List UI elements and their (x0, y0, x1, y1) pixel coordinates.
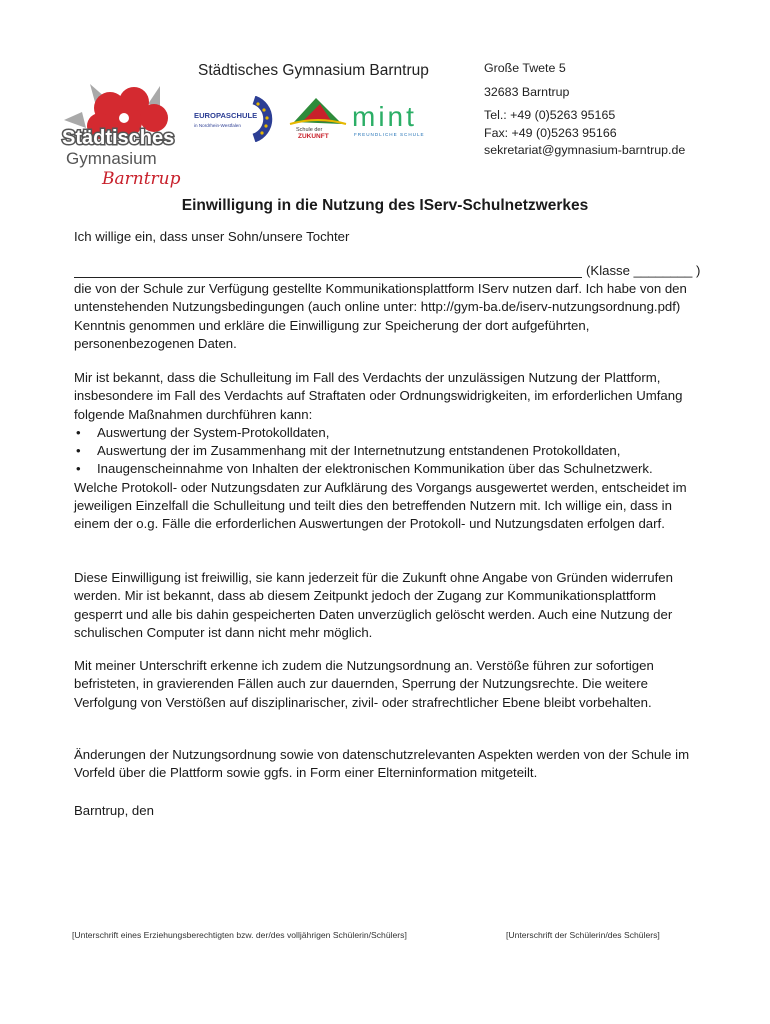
zukunft-icon (290, 98, 346, 124)
school-logo (56, 78, 184, 190)
logo-line-1: Städtisches (62, 127, 175, 149)
address-block (484, 60, 685, 160)
list-item: • Auswertung der im Zusammenhang mit der Internetnutzung entstandenen Protokolldaten, (74, 442, 704, 460)
mint-word: mint (352, 101, 417, 132)
address-city: 32683 Barntrup (484, 84, 570, 99)
zukunft-line-2: ZUKUNFT (298, 133, 329, 140)
logo-line-2: Gymnasium (66, 149, 157, 168)
paragraph-rules: Mit meiner Unterschrift erkenne ich zudem die Nutzungsordnung an. Verstöße führen zur sofortigen befristeten, in gravierenden Fällen auch zur dauernden, Sperrung der Nutzungsrechte. Die weitere Verfolgung von Verstößen auf disziplinarischer, zivil- oder strafrechtlicher Ebene bleibt vorbehalten. (74, 658, 654, 710)
bullet-icon: • (76, 461, 81, 477)
paragraph-changes: Änderungen der Nutzungsordnung sowie von datenschutzrelevanten Aspekten werden von der Schule im Vorfeld über die Plattform sowie ggfs. in Form einer Elterninformation mitgeteilt. (74, 747, 690, 781)
zukunft-line-1: Schule der (296, 127, 323, 133)
signature-parent-label: [Unterschrift eines Erziehungsberechtigten bzw. der/des volljährigen Schülerin/Schülers] (72, 930, 407, 940)
schule-der-zukunft-badge (286, 94, 350, 144)
document-title: Einwilligung in die Nutzung des IServ-Schulnetzwerkes (181, 197, 589, 214)
paragraph-consent: die von der Schule zur Verfügung gestellte Kommunikationsplattform IServ nutzen darf. Ich habe von den untenstehenden Nutzungsbedingungen (auch online unter: http://gym-ba.de/iserv-nutzungsordnung.pdf) Kenntnis genommen und erkläre die Einwilligung zur Speicherung der dort aufgeführten, personenbezogenen Daten. (74, 281, 687, 351)
address-fax: Fax: +49 (0)5263 95166 (484, 125, 617, 140)
bullet-icon: • (76, 424, 81, 440)
logo-line-3: Barntrup (102, 169, 181, 189)
mint-badge (350, 100, 436, 140)
mint-sub: FREUNDLICHE SCHULE (354, 132, 425, 137)
intro-text: Ich willige ein, dass unser Sohn/unsere Tochter (74, 229, 350, 244)
bullet-icon: • (76, 443, 81, 459)
student-name-field[interactable] (74, 263, 582, 278)
europaschule-sub: in Nordrhein-Westfalen (194, 123, 241, 128)
measures-block (74, 369, 704, 534)
europaschule-badge (192, 96, 284, 142)
student-name-line (74, 263, 704, 281)
paragraph-measures: Mir ist bekannt, dass die Schulleitung im Fall des Verdachts der unzulässigen Nutzung der Plattform, insbesondere im Fall des Verdachts auf Straftaten oder Ordnungswidrigkeiten, im erforderlichen Umfang folgende Maßnahmen durchführen kann: (74, 370, 683, 422)
school-name: Städtisches Gymnasium Barntrup (198, 62, 429, 79)
paragraph-evaluation: Welche Protokoll- oder Nutzungsdaten zur Aufklärung des Vorgangs ausgewertet werden, entscheidet im jeweiligen Einzelfall die Schulleitung und teilt dies den betreffenden Nutzern mit. Ich willige ein, dass in einem der o.g. Fälle die erforderlichen Auswertungen der Protokoll- und Nutzungsdaten erfolgen darf. (74, 479, 687, 532)
list-item: • Auswertung der System-Protokolldaten, (74, 424, 704, 442)
measures-list (74, 424, 704, 479)
europaschule-title: EUROPASCHULE (194, 111, 258, 120)
paragraph-voluntary: Diese Einwilligung ist freiwillig, sie kann jederzeit für die Zukunft ohne Angabe von Gründen widerrufen werden. Mir ist bekannt, dass ab diesem Zeitpunkt jedoch der Zugang zur Kommunikationsplattform gesperrt und alle bis dahin gespeicherten Daten unverzüglich gelöscht werden. Auch eine Nutzung der schulischen Computer ist dann nicht mehr möglich. (74, 570, 673, 640)
place-date: Barntrup, den (74, 803, 154, 818)
address-street: Große Twete 5 (484, 61, 566, 75)
address-phone: Tel.: +49 (0)5263 95165 (484, 108, 616, 122)
signature-student-label: [Unterschrift der Schülerin/des Schülers] (506, 930, 660, 940)
klasse-label: (Klasse ________ ) (586, 263, 701, 278)
address-email: sekretariat@gymnasium-barntrup.de (484, 143, 686, 157)
list-item: • Inaugenscheinnahme von Inhalten der elektronischen Kommunikation über das Schulnetzwerk. (74, 460, 704, 478)
